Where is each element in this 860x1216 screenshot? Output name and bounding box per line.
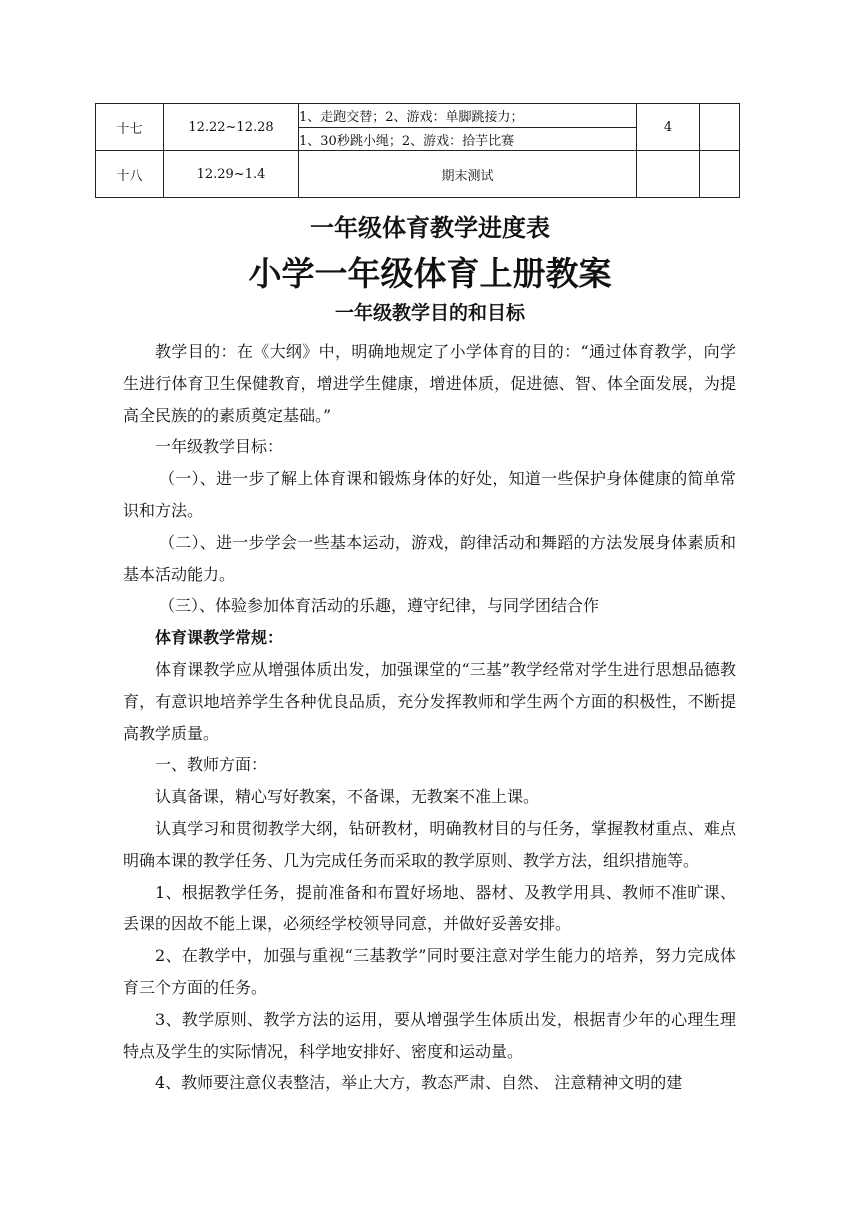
hours-cell: 4 — [637, 104, 700, 151]
paragraph-goal-1: （一）、进一步了解上体育课和锻炼身体的好处，知道一些保护身体健康的简单常识和方法。 — [123, 469, 736, 520]
content-cell: 1、30秒跳小绳；2、游戏：拾芋比赛 — [299, 128, 637, 151]
document-title: 小学一年级体育上册教案 — [248, 254, 612, 293]
paragraph-study: 认真学习和贯彻教学大纲，钻研教材，明确教材目的与任务，掌握教材重点、难点明确本课的教学任务、几为完成任务而采取的教学原则、教学方法，组织措施等。 — [123, 818, 736, 870]
content-cell: 1、走跑交替；2、游戏：单脚跳接力； — [299, 104, 637, 128]
paragraph-item-4: 4、教师要注意仪表整洁，举止大方，教态严肃、自然、 注意精神文明的建 — [155, 1073, 683, 1093]
date-cell: 12.29~1.4 — [164, 151, 299, 198]
paragraph-purpose: 教学目的：在《大纲》中，明确地规定了小学体育的目的：“通过体育教学，向学生进行体育卫生保健教育，增进学生健康，增进体质，促进德、智、体全面发展，为提高全民族的的素质奠定基础。” — [123, 342, 736, 425]
content-cell: 期末测试 — [299, 151, 637, 198]
paragraph-routine-heading: 体育课教学常规： — [155, 628, 284, 648]
paragraph-item-2: 2、在教学中，加强与重视“三基教学”同时要注意对学生能力的培养，努力完成体育三个方面的任务。 — [123, 946, 736, 997]
paragraph-goal-3: （三）、体验参加体育活动的乐趣，遵守纪律，与同学团结合作 — [159, 596, 600, 616]
table-row — [96, 104, 740, 128]
notes-cell — [700, 104, 740, 151]
table-row — [96, 151, 740, 198]
schedule-table — [95, 103, 740, 198]
hours-cell — [637, 151, 700, 198]
date-cell: 12.22~12.28 — [164, 104, 299, 151]
paragraph-item-1: 1、根据教学任务，提前准备和布置好场地、器材、及教学用具、教师不准旷课、丢课的因故不能上课，必须经学校领导同意，并做好妥善安排。 — [123, 882, 736, 934]
notes-cell — [700, 151, 740, 198]
paragraph-teacher-heading: 一、教师方面： — [155, 755, 268, 775]
paragraph-item-3: 3、教学原则、教学方法的运用，要从增强学生体质出发，根据青少年的心理生理特点及学生的实际情况，科学地安排好、密度和运动量。 — [123, 1009, 736, 1061]
body-text — [123, 336, 736, 1099]
section-title: 一年级教学目的和目标 — [334, 302, 525, 324]
paragraph-routine: 体育课教学应从增强体质出发，加强课堂的“三基”教学经常对学生进行思想品德教育，有意识地培养学生各种优良品质，充分发挥教师和学生两个方面的积极性，不断提高教学质量。 — [123, 659, 736, 743]
paragraph-prepare: 认真备课，精心写好教案，不备课，无教案不准上课。 — [155, 787, 540, 807]
week-cell: 十七 — [96, 104, 164, 151]
paragraph-goal-2: （二）、进一步学会一些基本运动，游戏，韵律活动和舞蹈的方法发展身体素质和基本活动能力。 — [123, 532, 736, 584]
schedule-title: 一年级体育教学进度表 — [310, 214, 550, 242]
paragraph-goals-heading: 一年级教学目标： — [155, 437, 284, 457]
week-cell: 十八 — [96, 151, 164, 198]
